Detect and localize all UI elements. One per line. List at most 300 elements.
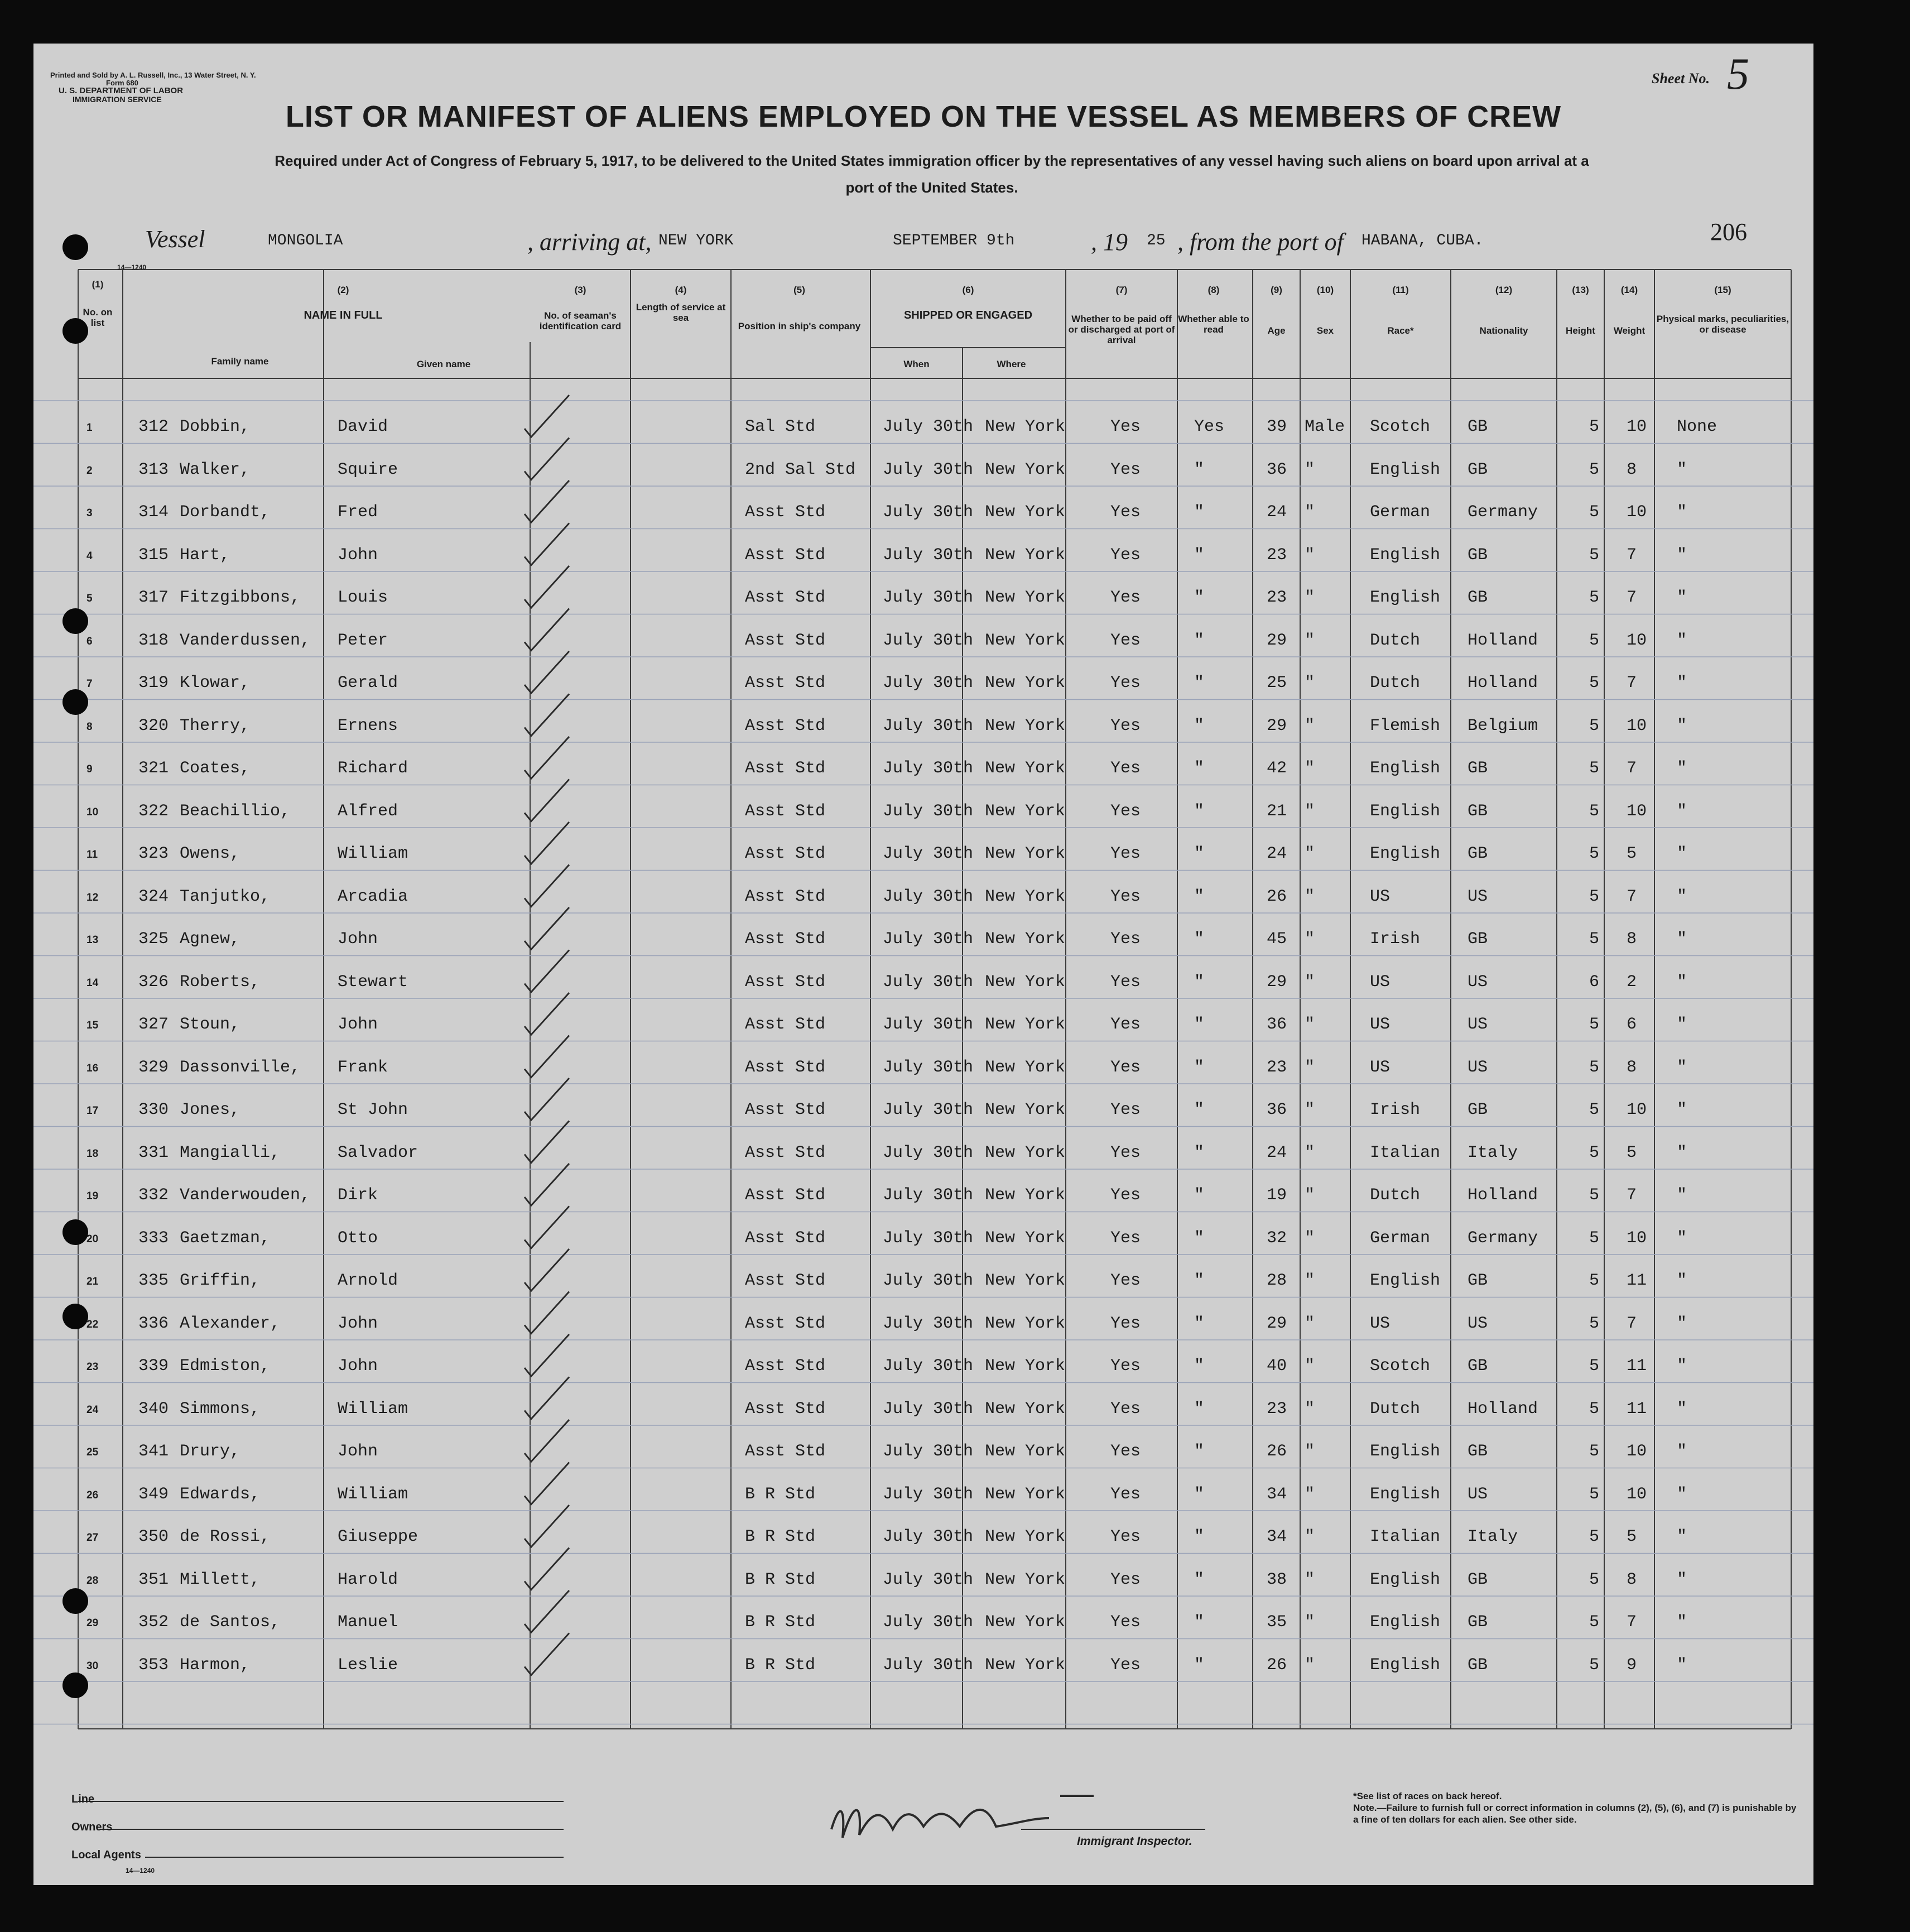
position: Asst Std xyxy=(745,930,826,949)
able-to-read: " xyxy=(1194,801,1205,821)
crew-list-number: 341 xyxy=(138,1442,169,1461)
weight: 10 xyxy=(1627,1484,1647,1504)
sex: " xyxy=(1305,759,1315,778)
paid-off: Yes xyxy=(1110,1655,1141,1675)
row-number: 10 xyxy=(86,806,99,818)
row-number: 11 xyxy=(86,849,98,861)
position: Asst Std xyxy=(745,1143,826,1162)
row-number: 6 xyxy=(86,635,93,647)
paid-off: Yes xyxy=(1110,1527,1141,1546)
shipped-where: New York xyxy=(985,1357,1066,1376)
check-mark xyxy=(525,780,569,821)
given-name: Dirk xyxy=(338,1186,378,1205)
paid-off: Yes xyxy=(1110,887,1141,906)
weight: 10 xyxy=(1627,503,1647,522)
paid-off: Yes xyxy=(1110,1100,1141,1119)
height: 5 xyxy=(1589,588,1600,607)
given-name: Salvador xyxy=(338,1143,418,1162)
sex: " xyxy=(1305,1271,1315,1290)
age: 29 xyxy=(1267,631,1287,650)
shipped-when: July 30th xyxy=(883,1357,974,1376)
crew-list-number: 312 xyxy=(138,417,169,436)
weight: 11 xyxy=(1627,1271,1647,1290)
weight: 11 xyxy=(1627,1357,1647,1376)
sex: " xyxy=(1305,1442,1315,1461)
nationality: Holland xyxy=(1468,631,1538,650)
physical-marks: " xyxy=(1677,1100,1687,1119)
physical-marks: " xyxy=(1677,1228,1687,1248)
check-mark xyxy=(525,1463,569,1505)
position: B R Std xyxy=(745,1613,816,1632)
family-name: Walker, xyxy=(180,460,251,479)
check-mark xyxy=(525,651,569,693)
age: 26 xyxy=(1267,1442,1287,1461)
able-to-read: " xyxy=(1194,1484,1205,1504)
race: English xyxy=(1370,1484,1441,1504)
race: German xyxy=(1370,1228,1431,1248)
nationality: US xyxy=(1468,972,1488,992)
row-number: 24 xyxy=(86,1404,99,1416)
crew-list-number: 332 xyxy=(138,1186,169,1205)
check-mark xyxy=(525,523,569,565)
given-name: Fred xyxy=(338,503,378,522)
service-label: IMMIGRATION SERVICE xyxy=(73,95,162,104)
shipped-where: New York xyxy=(985,1143,1066,1162)
height: 5 xyxy=(1589,1357,1600,1376)
local-agents-label: Local Agents xyxy=(71,1849,141,1861)
arrival-port: NEW YORK xyxy=(658,232,734,249)
nationality: GB xyxy=(1468,588,1488,607)
col-1-header: No. on list xyxy=(83,307,113,328)
weight: 7 xyxy=(1627,1613,1637,1632)
race: US xyxy=(1370,1015,1391,1034)
sex: " xyxy=(1305,1228,1315,1248)
able-to-read: " xyxy=(1194,1186,1205,1205)
age: 19 xyxy=(1267,1186,1287,1205)
page-title: LIST OR MANIFEST OF ALIENS EMPLOYED ON THE VESSEL AS MEMBERS OF CREW xyxy=(285,100,1562,133)
sex: " xyxy=(1305,674,1315,693)
nationality: Italy xyxy=(1468,1143,1518,1162)
age: 42 xyxy=(1267,759,1287,778)
given-name: Squire xyxy=(338,460,398,479)
height: 5 xyxy=(1589,1399,1600,1419)
row-number: 12 xyxy=(86,891,99,903)
paid-off: Yes xyxy=(1110,1613,1141,1632)
weight: 7 xyxy=(1627,1186,1637,1205)
family-name: Vanderdussen, xyxy=(180,631,311,650)
age: 28 xyxy=(1267,1271,1287,1290)
sex: " xyxy=(1305,1314,1315,1333)
given-name: John xyxy=(338,930,378,949)
able-to-read: " xyxy=(1194,1399,1205,1419)
crew-list-number: 320 xyxy=(138,716,169,736)
col-11-number: (11) xyxy=(1392,285,1409,295)
race: US xyxy=(1370,1058,1391,1077)
check-mark xyxy=(525,737,569,778)
check-mark xyxy=(525,1121,569,1163)
age: 39 xyxy=(1267,417,1287,436)
physical-marks: " xyxy=(1677,1613,1687,1632)
able-to-read: " xyxy=(1194,503,1205,522)
requirement-line-2: port of the United States. xyxy=(845,179,1018,196)
vessel-label: Vessel xyxy=(145,225,205,253)
shipped-where: New York xyxy=(985,1186,1066,1205)
able-to-read: " xyxy=(1194,887,1205,906)
able-to-read: " xyxy=(1194,545,1205,565)
shipped-where: New York xyxy=(985,588,1066,607)
given-name-header: Given name xyxy=(416,359,471,369)
nationality: GB xyxy=(1468,545,1488,565)
physical-marks: " xyxy=(1677,460,1687,479)
row-number: 9 xyxy=(86,763,93,775)
paid-off: Yes xyxy=(1110,844,1141,863)
crew-list-number: 327 xyxy=(138,1015,169,1034)
col-12-number: (12) xyxy=(1495,285,1513,295)
col-10-header: Sex xyxy=(1316,325,1334,336)
age: 24 xyxy=(1267,503,1287,522)
sex: Male xyxy=(1305,417,1345,436)
age: 36 xyxy=(1267,1100,1287,1119)
nationality: GB xyxy=(1468,1100,1488,1119)
shipped-when: July 30th xyxy=(883,545,974,565)
col-5-number: (5) xyxy=(793,285,805,295)
sex: " xyxy=(1305,844,1315,863)
form-code-bottom: 14—1240 xyxy=(126,1867,155,1875)
family-name: Stoun, xyxy=(180,1015,240,1034)
able-to-read: " xyxy=(1194,1100,1205,1119)
check-mark xyxy=(525,1334,569,1376)
family-name: Agnew, xyxy=(180,930,240,949)
given-name: Alfred xyxy=(338,801,398,821)
family-name: Tanjutko, xyxy=(180,887,271,906)
crew-list-number: 352 xyxy=(138,1613,169,1632)
given-name: John xyxy=(338,1442,378,1461)
race: Flemish xyxy=(1370,716,1441,736)
paid-off: Yes xyxy=(1110,417,1141,436)
family-name: de Santos, xyxy=(180,1613,281,1632)
row-number: 8 xyxy=(86,720,93,733)
nationality: Belgium xyxy=(1468,716,1538,736)
physical-marks: " xyxy=(1677,503,1687,522)
position: Asst Std xyxy=(745,674,826,693)
family-name: Drury, xyxy=(180,1442,240,1461)
nationality: GB xyxy=(1468,1570,1488,1589)
age: 32 xyxy=(1267,1228,1287,1248)
shipped-where: New York xyxy=(985,716,1066,736)
height: 5 xyxy=(1589,801,1600,821)
row-number: 4 xyxy=(86,550,93,562)
weight: 10 xyxy=(1627,1442,1647,1461)
position: Asst Std xyxy=(745,716,826,736)
printer-credit: Printed and Sold by A. L. Russell, Inc., 13 Water Street, N. Y. xyxy=(50,71,256,79)
nationality: GB xyxy=(1468,1271,1488,1290)
crew-list-number: 324 xyxy=(138,887,169,906)
row-number: 14 xyxy=(86,977,99,989)
race: English xyxy=(1370,588,1441,607)
form-code-top: 14—1240 xyxy=(117,263,147,271)
paid-off: Yes xyxy=(1110,1015,1141,1034)
crew-list-number: 321 xyxy=(138,759,169,778)
sex: " xyxy=(1305,1357,1315,1376)
height: 5 xyxy=(1589,1484,1600,1504)
height: 5 xyxy=(1589,1271,1600,1290)
sex: " xyxy=(1305,503,1315,522)
row-number: 18 xyxy=(86,1147,99,1160)
age: 24 xyxy=(1267,844,1287,863)
arriving-label: , arriving at, xyxy=(527,228,652,256)
col-3-number: (3) xyxy=(574,285,586,295)
sex: " xyxy=(1305,460,1315,479)
shipped-when: July 30th xyxy=(883,716,974,736)
age: 26 xyxy=(1267,887,1287,906)
age: 23 xyxy=(1267,545,1287,565)
punch-hole xyxy=(62,1673,88,1698)
nationality: US xyxy=(1468,1314,1488,1333)
given-name: Leslie xyxy=(338,1655,398,1675)
height: 5 xyxy=(1589,1186,1600,1205)
weight: 11 xyxy=(1627,1399,1647,1419)
sex: " xyxy=(1305,545,1315,565)
check-mark xyxy=(525,993,569,1035)
position: Asst Std xyxy=(745,1058,826,1077)
physical-marks: " xyxy=(1677,1527,1687,1546)
row-number: 26 xyxy=(86,1489,99,1501)
able-to-read: " xyxy=(1194,674,1205,693)
check-mark xyxy=(525,822,569,864)
sex: " xyxy=(1305,1527,1315,1546)
position: Asst Std xyxy=(745,759,826,778)
shipped-when: July 30th xyxy=(883,460,974,479)
given-name: Manuel xyxy=(338,1613,398,1632)
check-mark xyxy=(525,438,569,480)
where-header: Where xyxy=(997,359,1026,369)
family-name: Gaetzman, xyxy=(180,1228,271,1248)
height: 5 xyxy=(1589,716,1600,736)
able-to-read: " xyxy=(1194,844,1205,863)
given-name: Richard xyxy=(338,759,408,778)
nationality: Germany xyxy=(1468,503,1538,522)
able-to-read: " xyxy=(1194,1271,1205,1290)
family-name: Jones, xyxy=(180,1100,240,1119)
weight: 9 xyxy=(1627,1655,1637,1675)
physical-marks: " xyxy=(1677,716,1687,736)
sex: " xyxy=(1305,1100,1315,1119)
check-mark xyxy=(525,950,569,992)
position: Asst Std xyxy=(745,972,826,992)
family-name: Vanderwouden, xyxy=(180,1186,311,1205)
position: Asst Std xyxy=(745,1228,826,1248)
position: 2nd Sal Std xyxy=(745,460,856,479)
position: B R Std xyxy=(745,1484,816,1504)
weight: 10 xyxy=(1627,716,1647,736)
col-8-header: Whether able to read xyxy=(1178,314,1249,335)
shipped-when: July 30th xyxy=(883,1613,974,1632)
able-to-read: " xyxy=(1194,1058,1205,1077)
shipped-when: July 30th xyxy=(883,503,974,522)
able-to-read: " xyxy=(1194,1655,1205,1675)
shipped-where: New York xyxy=(985,972,1066,992)
paid-off: Yes xyxy=(1110,1357,1141,1376)
nationality: GB xyxy=(1468,1655,1488,1675)
able-to-read: Yes xyxy=(1194,417,1225,436)
punch-hole xyxy=(62,608,88,634)
race: US xyxy=(1370,972,1391,992)
nationality: GB xyxy=(1468,930,1488,949)
shipped-where: New York xyxy=(985,1527,1066,1546)
nationality: US xyxy=(1468,1484,1488,1504)
crew-list-number: 335 xyxy=(138,1271,169,1290)
race: US xyxy=(1370,887,1391,906)
nationality: Holland xyxy=(1468,674,1538,693)
penalty-note: Note.—Failure to furnish full or correct information in columns (2), (5), (6), and (7) is punishable by a fine of ten dollars for each alien. See other side. xyxy=(1353,1803,1797,1825)
weight: 2 xyxy=(1627,972,1637,992)
able-to-read: " xyxy=(1194,631,1205,650)
nationality: GB xyxy=(1468,1613,1488,1632)
shipped-when: July 30th xyxy=(883,1527,974,1546)
paid-off: Yes xyxy=(1110,930,1141,949)
given-name: William xyxy=(338,1399,408,1419)
shipped-when: July 30th xyxy=(883,1570,974,1589)
weight: 7 xyxy=(1627,759,1637,778)
crew-list-number: 318 xyxy=(138,631,169,650)
shipped-when: July 30th xyxy=(883,972,974,992)
shipped-when: July 30th xyxy=(883,1058,974,1077)
nationality: US xyxy=(1468,1015,1488,1034)
family-name: Griffin, xyxy=(180,1271,261,1290)
family-name: Therry, xyxy=(180,716,251,736)
departure-port: HABANA, CUBA. xyxy=(1361,232,1484,249)
row-number: 2 xyxy=(86,464,93,477)
shipped-when: July 30th xyxy=(883,674,974,693)
able-to-read: " xyxy=(1194,1570,1205,1589)
race: English xyxy=(1370,801,1441,821)
given-name: John xyxy=(338,1357,378,1376)
race: Italian xyxy=(1370,1143,1441,1162)
nationality: GB xyxy=(1468,759,1488,778)
paid-off: Yes xyxy=(1110,1271,1141,1290)
weight: 7 xyxy=(1627,887,1637,906)
check-mark xyxy=(525,694,569,736)
race: Irish xyxy=(1370,1100,1421,1119)
row-number: 3 xyxy=(86,507,93,519)
family-name: Owens, xyxy=(180,844,240,863)
shipped-when: July 30th xyxy=(883,844,974,863)
punch-hole xyxy=(62,234,88,260)
given-name: William xyxy=(338,1484,408,1504)
age: 29 xyxy=(1267,972,1287,992)
sex: " xyxy=(1305,1655,1315,1675)
position: Asst Std xyxy=(745,545,826,565)
race: Italian xyxy=(1370,1527,1441,1546)
nationality: Germany xyxy=(1468,1228,1538,1248)
height: 5 xyxy=(1589,1314,1600,1333)
physical-marks: " xyxy=(1677,1399,1687,1419)
height: 5 xyxy=(1589,545,1600,565)
check-mark xyxy=(525,395,569,437)
family-name: Fitzgibbons, xyxy=(180,588,301,607)
col-9-number: (9) xyxy=(1271,285,1282,295)
height: 5 xyxy=(1589,887,1600,906)
shipped-where: New York xyxy=(985,1484,1066,1504)
weight: 7 xyxy=(1627,674,1637,693)
physical-marks: None xyxy=(1677,417,1717,436)
position: Asst Std xyxy=(745,503,826,522)
shipped-when: July 30th xyxy=(883,1143,974,1162)
shipped-where: New York xyxy=(985,1100,1066,1119)
age: 24 xyxy=(1267,1143,1287,1162)
weight: 7 xyxy=(1627,588,1637,607)
shipped-when: July 30th xyxy=(883,1442,974,1461)
height: 5 xyxy=(1589,631,1600,650)
race: English xyxy=(1370,1655,1441,1675)
paid-off: Yes xyxy=(1110,972,1141,992)
height: 5 xyxy=(1589,503,1600,522)
shipped-when: July 30th xyxy=(883,1314,974,1333)
nationality: US xyxy=(1468,1058,1488,1077)
footer-notes xyxy=(1353,1790,1800,1825)
given-name: Stewart xyxy=(338,972,408,992)
able-to-read: " xyxy=(1194,1527,1205,1546)
check-mark xyxy=(525,865,569,907)
shipped-when: July 30th xyxy=(883,588,974,607)
position: Asst Std xyxy=(745,1100,826,1119)
shipped-when: July 30th xyxy=(883,1399,974,1419)
sex: " xyxy=(1305,801,1315,821)
row-number: 22 xyxy=(86,1318,99,1330)
race: Irish xyxy=(1370,930,1421,949)
department-label: U. S. DEPARTMENT OF LABOR xyxy=(59,86,184,95)
position: Asst Std xyxy=(745,887,826,906)
family-name: Edwards, xyxy=(180,1484,261,1504)
sex: " xyxy=(1305,631,1315,650)
position: B R Std xyxy=(745,1655,816,1675)
weight: 10 xyxy=(1627,801,1647,821)
check-mark xyxy=(525,1292,569,1334)
able-to-read: " xyxy=(1194,1357,1205,1376)
height: 5 xyxy=(1589,1613,1600,1632)
weight: 8 xyxy=(1627,460,1637,479)
family-name: Beachillio, xyxy=(180,801,291,821)
shipped-where: New York xyxy=(985,417,1066,436)
given-name: John xyxy=(338,1314,378,1333)
row-number: 20 xyxy=(86,1233,99,1245)
position: B R Std xyxy=(745,1527,816,1546)
age: 36 xyxy=(1267,460,1287,479)
check-mark xyxy=(525,480,569,522)
shipped-when: July 30th xyxy=(883,417,974,436)
nationality: GB xyxy=(1468,460,1488,479)
sex: " xyxy=(1305,716,1315,736)
shipped-when: July 30th xyxy=(883,1271,974,1290)
punch-hole xyxy=(62,318,88,344)
row-number: 17 xyxy=(86,1105,99,1117)
paid-off: Yes xyxy=(1110,503,1141,522)
given-name: Giuseppe xyxy=(338,1527,418,1546)
row-number: 16 xyxy=(86,1062,99,1074)
shipped-when: July 30th xyxy=(883,1100,974,1119)
paid-off: Yes xyxy=(1110,1314,1141,1333)
physical-marks: " xyxy=(1677,545,1687,565)
col-4-number: (4) xyxy=(675,285,687,295)
able-to-read: " xyxy=(1194,1015,1205,1034)
position: Asst Std xyxy=(745,1442,826,1461)
paid-off: Yes xyxy=(1110,1058,1141,1077)
shipped-where: New York xyxy=(985,844,1066,863)
races-note: *See list of races on back hereof. xyxy=(1353,1791,1502,1801)
shipped-where: New York xyxy=(985,759,1066,778)
family-name: Dorbandt, xyxy=(180,503,271,522)
check-mark xyxy=(525,1164,569,1205)
